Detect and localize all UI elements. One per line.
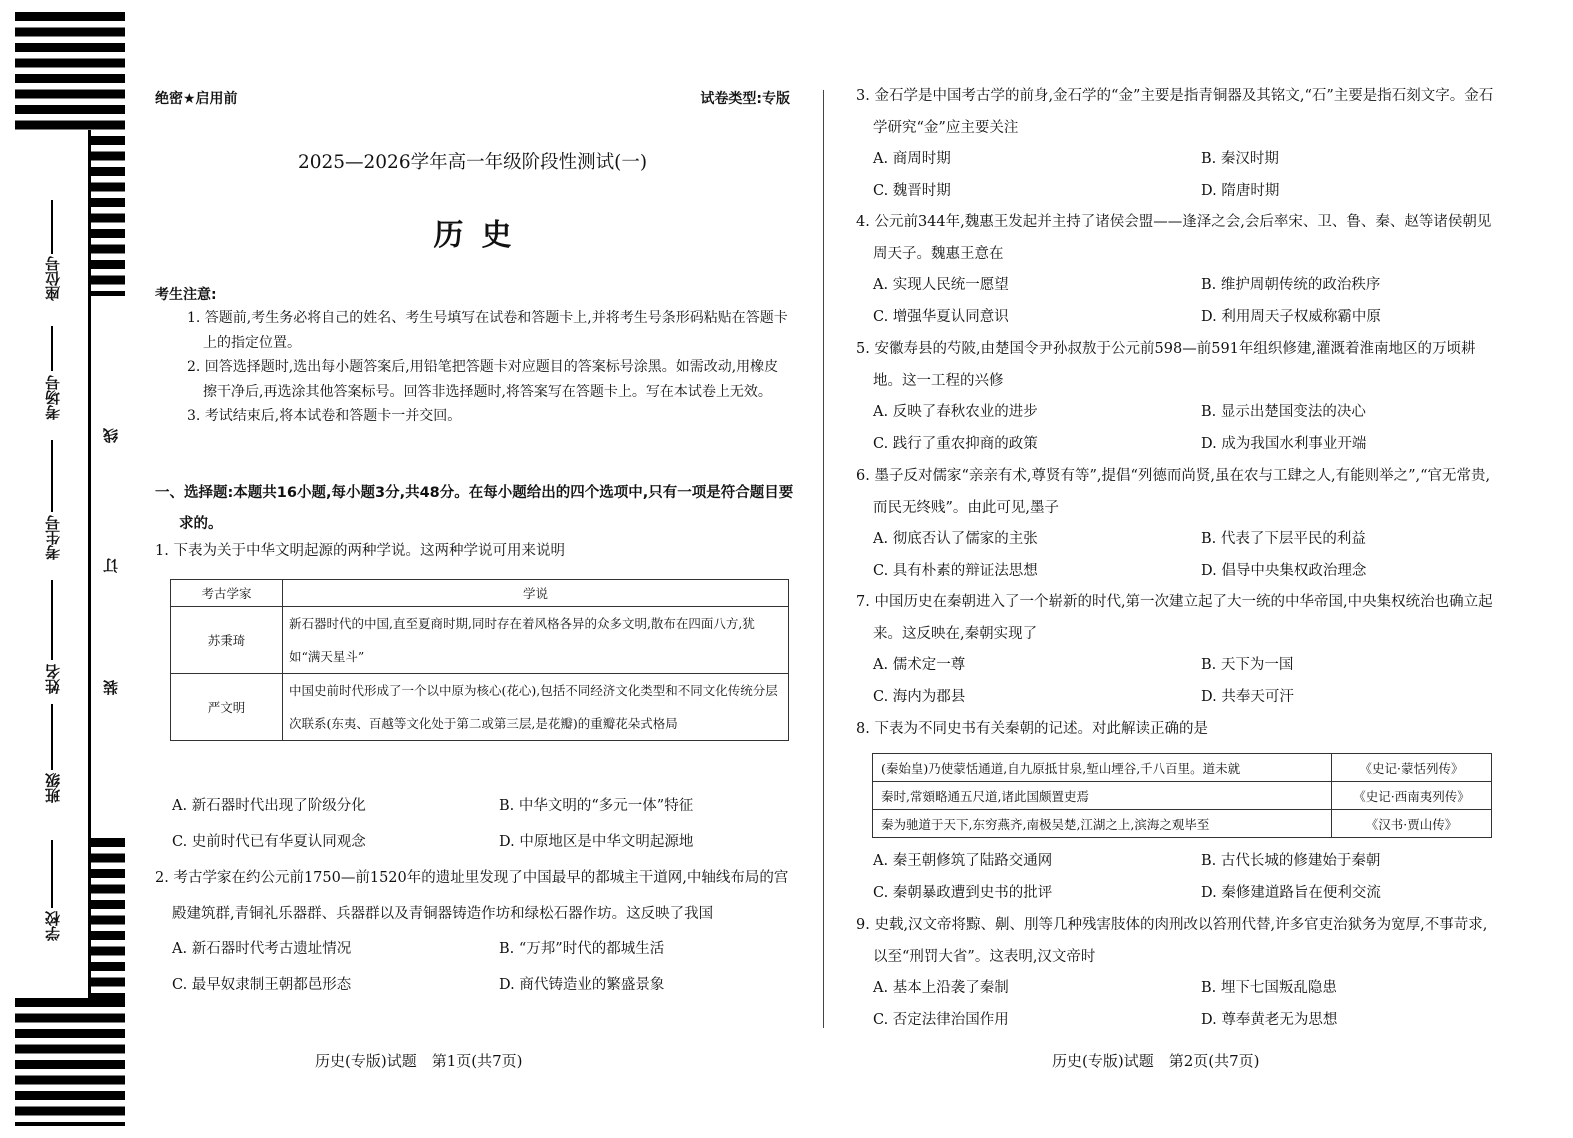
table-row	[171, 607, 789, 674]
option-a: A. 实现人民统一愿望	[873, 277, 1009, 293]
question-5	[856, 334, 1494, 460]
table-row	[873, 782, 1492, 810]
option-a: A. 秦王朝修筑了陆路交通网	[873, 853, 1053, 869]
option-grid	[856, 973, 1494, 1036]
question-3	[856, 81, 1494, 207]
option-b: B. 天下为一国	[1201, 657, 1294, 673]
question-stem: 7. 中国历史在秦朝进入了一个崭新的时代,第一次建立起了大一统的中华帝国,中央集权统治也确立起来。这反映在,秦朝实现了	[856, 594, 1493, 642]
option-d: D. 秦修建道路旨在便利交流	[1201, 884, 1381, 901]
table-cell: 严文明	[171, 674, 283, 741]
option-grid	[856, 144, 1494, 207]
option-b: B. 维护周朝传统的政治秩序	[1201, 277, 1381, 293]
option-grid	[856, 650, 1494, 713]
section-heading: 一、选择题:本题共16小题,每小题3分,共48分。在每小题给出的四个选项中,只有一项是符合题目要求的。	[155, 485, 794, 532]
option-c: C. 史前时代已有华夏认同观念	[172, 834, 366, 850]
column-divider	[823, 90, 824, 1028]
school-blank	[51, 840, 53, 908]
notes-list	[187, 306, 790, 429]
candidate-number-label: 考生号	[44, 515, 62, 560]
option-d: D. 共奉天可汗	[1201, 688, 1294, 705]
option-d: D. 中原地区是中华文明起源地	[499, 834, 694, 850]
option-c: C. 否定法律治国作用	[873, 1011, 1009, 1028]
note-item: 3. 考试结束后,将本试卷和答题卡一并交回。	[187, 408, 462, 424]
question-stem: 9. 史载,汉文帝将黥、劓、刖等几种残害肢体的肉刑改以笞刑代替,许多官吏治狱务为宽厚,不事苛求,以至“刑罚大省”。这表明,汉文帝时	[856, 917, 1488, 965]
table-cell: 秦为驰道于天下,东穷燕齐,南极吴楚,江湖之上,滨海之观毕至	[873, 810, 1332, 838]
table-header: 学说	[283, 580, 789, 607]
question-stem: 1. 下表为关于中华文明起源的两种学说。这两种学说可用来说明	[155, 543, 565, 559]
question-4	[856, 207, 1494, 333]
binding-word-bind: 装	[102, 680, 120, 695]
candidate-blank	[51, 440, 53, 512]
binding-word-order: 订	[102, 558, 120, 573]
question-stem: 8. 下表为不同史书有关秦朝的记述。对此解读正确的是	[856, 721, 1208, 737]
table-cell: 新石器时代的中国,直至夏商时期,同时存在着风格各异的众多文明,散布在四面八方,犹如“满天星斗”	[283, 607, 789, 674]
table-cell: 《史记·西南夷列传》	[1332, 782, 1492, 810]
confidential-mark: 绝密★启用前	[155, 91, 238, 107]
option-c: C. 魏晋时期	[873, 182, 951, 199]
option-c: C. 秦朝暴政遭到史书的批评	[873, 884, 1053, 901]
option-d: D. 隋唐时期	[1201, 182, 1280, 199]
exam-title: 2025—2026学年高一年级阶段性测试(一)	[297, 152, 648, 173]
binding-stripes-top	[15, 12, 125, 136]
table-cell: 中国史前时代形成了一个以中原为核心(花心),包括不同经济文化类型和不同文化传统分层次联系(东夷、百越等文化处于第二或第三层,是花瓣)的重瓣花朵式格局	[283, 674, 789, 741]
subject-title: 历史	[433, 218, 530, 253]
option-c: C. 海内为郡县	[873, 688, 966, 705]
question-7	[856, 587, 1494, 713]
class-label: 班级	[44, 773, 62, 803]
option-grid	[856, 524, 1494, 587]
note-item: 1. 答题前,考生务必将自己的姓名、考生号填写在试卷和答题卡上,并将考生号条形码粘贴在答题卡上的指定位置。	[187, 310, 788, 351]
question-8-options	[856, 846, 1494, 909]
room-blank	[51, 326, 53, 371]
question-8	[856, 714, 1494, 746]
option-grid	[856, 397, 1494, 460]
question-1	[155, 536, 790, 568]
class-blank	[51, 704, 53, 770]
option-a: A. 新石器时代出现了阶级分化	[172, 798, 366, 814]
question-1-options	[155, 788, 790, 860]
option-b: B. 中华文明的“多元一体”特征	[499, 798, 694, 814]
option-c: C. 最早奴隶制王朝都邑形态	[172, 976, 352, 993]
table-cell: 《汉书·贾山传》	[1332, 810, 1492, 838]
option-b: B. “万邦”时代的都城生活	[499, 941, 665, 957]
question-stem: 4. 公元前344年,魏惠王发起并主持了诸侯会盟——逢泽之会,会后率宋、卫、鲁、秦、赵等诸侯朝见周天子。魏惠王意在	[856, 214, 1492, 262]
paper-type: 试卷类型:专版	[700, 91, 790, 107]
table-row	[873, 754, 1492, 782]
binding-stripes-upper	[91, 136, 125, 296]
option-a: A. 商周时期	[873, 151, 951, 167]
table-cell: 苏秉琦	[171, 607, 283, 674]
question-2	[155, 861, 790, 1003]
room-number-label: 考场号	[44, 375, 62, 420]
binding-word-line: 线	[102, 428, 120, 443]
question-1-table	[170, 579, 789, 741]
option-d: D. 倡导中央集权政治理念	[1201, 562, 1367, 579]
option-a: A. 儒术定一尊	[873, 657, 966, 673]
seat-blank	[51, 200, 53, 254]
table-row	[873, 810, 1492, 838]
question-8-table	[872, 753, 1492, 838]
option-d: D. 利用周天子权威称霸中原	[1201, 308, 1381, 325]
seat-number-label: 座位号	[44, 256, 62, 301]
notes-heading: 考生注意:	[155, 287, 217, 303]
table-header: 考古学家	[171, 580, 283, 607]
option-grid	[155, 788, 790, 860]
option-c: C. 践行了重农抑商的政策	[873, 435, 1038, 452]
binding-stripes-lower	[91, 838, 125, 998]
question-stem: 3. 金石学是中国考古学的前身,金石学的“金”主要是指青铜器及其铭文,“石”主要是指石刻文字。金石学研究“金”应主要关注	[856, 88, 1494, 136]
option-b: B. 古代长城的修建始于秦朝	[1201, 853, 1381, 869]
option-d: D. 成为我国水利事业开端	[1201, 435, 1367, 452]
name-label: 姓名	[44, 664, 62, 694]
option-a: A. 彻底否认了儒家的主张	[873, 531, 1038, 547]
page-footer: 历史(专版)试题 第1页(共7页)	[315, 1052, 523, 1070]
option-b: B. 秦汉时期	[1201, 151, 1279, 167]
option-grid	[856, 270, 1494, 333]
question-stem: 5. 安徽寿县的芍陂,由楚国令尹孙叔敖于公元前598—前591年组织修建,灌溉着淮南地区的万顷耕地。这一工程的兴修	[856, 341, 1476, 389]
option-a: A. 基本上沿袭了秦制	[873, 980, 1009, 996]
table-cell: 秦时,常頞略通五尺道,诸此国颇置吏焉	[873, 782, 1332, 810]
option-a: A. 反映了春秋农业的进步	[873, 404, 1038, 420]
option-c: C. 增强华夏认同意识	[873, 308, 1009, 325]
binding-stripes-bottom	[15, 998, 125, 1126]
option-grid	[155, 932, 790, 1003]
table-cell: 《史记·蒙恬列传》	[1332, 754, 1492, 782]
option-a: A. 新石器时代考古遗址情况	[172, 941, 352, 957]
option-b: B. 显示出楚国变法的决心	[1201, 404, 1366, 420]
option-d: D. 尊奉黄老无为思想	[1201, 1011, 1338, 1028]
note-item: 2. 回答选择题时,选出每小题答案后,用铅笔把答题卡对应题目的答案标号涂黑。如需改动,用橡皮擦干净后,再选涂其他答案标号。回答非选择题时,将答案写在答题卡上。写在本试卷上无效。	[187, 359, 779, 400]
table-row	[171, 674, 789, 741]
option-b: B. 埋下七国叛乱隐患	[1201, 980, 1337, 996]
name-blank	[51, 580, 53, 660]
option-d: D. 商代铸造业的繁盛景象	[499, 976, 665, 993]
question-stem: 6. 墨子反对儒家“亲亲有术,尊贤有等”,提倡“列德而尚贤,虽在农与工肆之人,有能则举之”,“官无常贵,而民无终贱”。由此可见,墨子	[856, 468, 1491, 516]
option-grid	[856, 846, 1494, 909]
question-9	[856, 910, 1494, 1036]
question-stem: 2. 考古学家在约公元前1750—前1520年的遗址里发现了中国最早的都城主干道网,中轴线布局的宫殿建筑群,青铜礼乐器群、兵器群以及青铜器铸造作坊和绿松石器作坊。这反映了我国	[155, 870, 789, 922]
school-label: 学校	[44, 911, 62, 941]
question-6	[856, 461, 1494, 587]
option-c: C. 具有朴素的辩证法思想	[873, 562, 1038, 579]
page-footer: 历史(专版)试题 第2页(共7页)	[1052, 1052, 1260, 1070]
option-b: B. 代表了下层平民的利益	[1201, 531, 1366, 547]
table-cell: (秦始皇)乃使蒙恬通道,自九原抵甘泉,堑山堙谷,千八百里。道未就	[873, 754, 1332, 782]
